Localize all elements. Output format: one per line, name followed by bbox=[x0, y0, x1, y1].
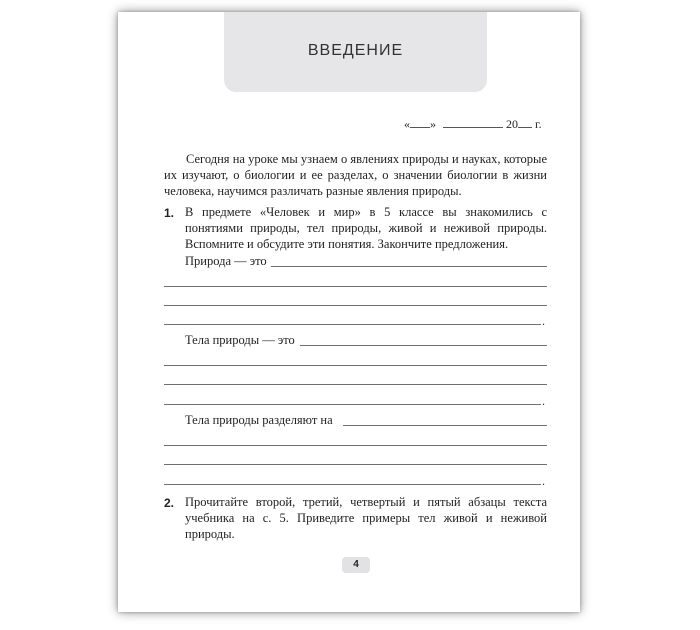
intro-paragraph: Сегодня на уроке мы узнаем о явлениях природы и науках, которые их изучают, о биологии и ее разделах, о значении биологии в жизни человека, научимся различать разные явления природы. bbox=[164, 152, 547, 198]
answer-line[interactable] bbox=[164, 445, 547, 446]
prompt-natural-bodies: Тела природы — это bbox=[185, 333, 295, 347]
answer-line[interactable] bbox=[164, 324, 541, 325]
answer-line[interactable] bbox=[164, 404, 541, 405]
answer-line[interactable] bbox=[343, 425, 547, 426]
prompt-nature: Природа — это bbox=[185, 254, 267, 268]
section-header bbox=[224, 12, 487, 92]
task-1-number: 1. bbox=[164, 206, 175, 220]
answer-line[interactable] bbox=[271, 266, 547, 267]
page-number: 4 bbox=[342, 557, 370, 573]
workbook-page bbox=[118, 12, 580, 612]
task-2-text: Прочитайте второй, третий, четвертый и пятый абзацы текста учебника на с. 5. Приведите примеры тел живой и неживой природы. bbox=[185, 495, 547, 541]
date-close-quote: » bbox=[430, 117, 436, 131]
answer-line[interactable] bbox=[164, 286, 547, 287]
line-end-period: . bbox=[542, 314, 545, 328]
line-end-period: . bbox=[542, 474, 545, 488]
date-month-blank[interactable] bbox=[443, 116, 503, 128]
date-open-quote: « bbox=[404, 117, 410, 131]
answer-line[interactable] bbox=[164, 305, 547, 306]
answer-line[interactable] bbox=[164, 384, 547, 385]
answer-line[interactable] bbox=[164, 365, 547, 366]
date-year-blank[interactable] bbox=[518, 116, 532, 128]
answer-line[interactable] bbox=[300, 345, 547, 346]
section-title: ВВЕДЕНИЕ bbox=[307, 42, 404, 59]
date-day-blank[interactable] bbox=[410, 116, 430, 128]
date-year-prefix: 20 bbox=[506, 117, 518, 131]
task-2-number: 2. bbox=[164, 496, 175, 510]
prompt-bodies-divided: Тела природы разделяют на bbox=[185, 413, 333, 427]
date-year-suffix: г. bbox=[535, 117, 542, 131]
task-1-text: В предмете «Человек и мир» в 5 классе вы знакомились с понятиями природы, тел природы, живой и неживой природы. Вспомните и обсудите эти понятия. Закончите предложения. bbox=[185, 205, 547, 251]
answer-line[interactable] bbox=[164, 464, 547, 465]
line-end-period: . bbox=[542, 394, 545, 408]
answer-line[interactable] bbox=[164, 484, 541, 485]
date-line bbox=[404, 116, 542, 132]
